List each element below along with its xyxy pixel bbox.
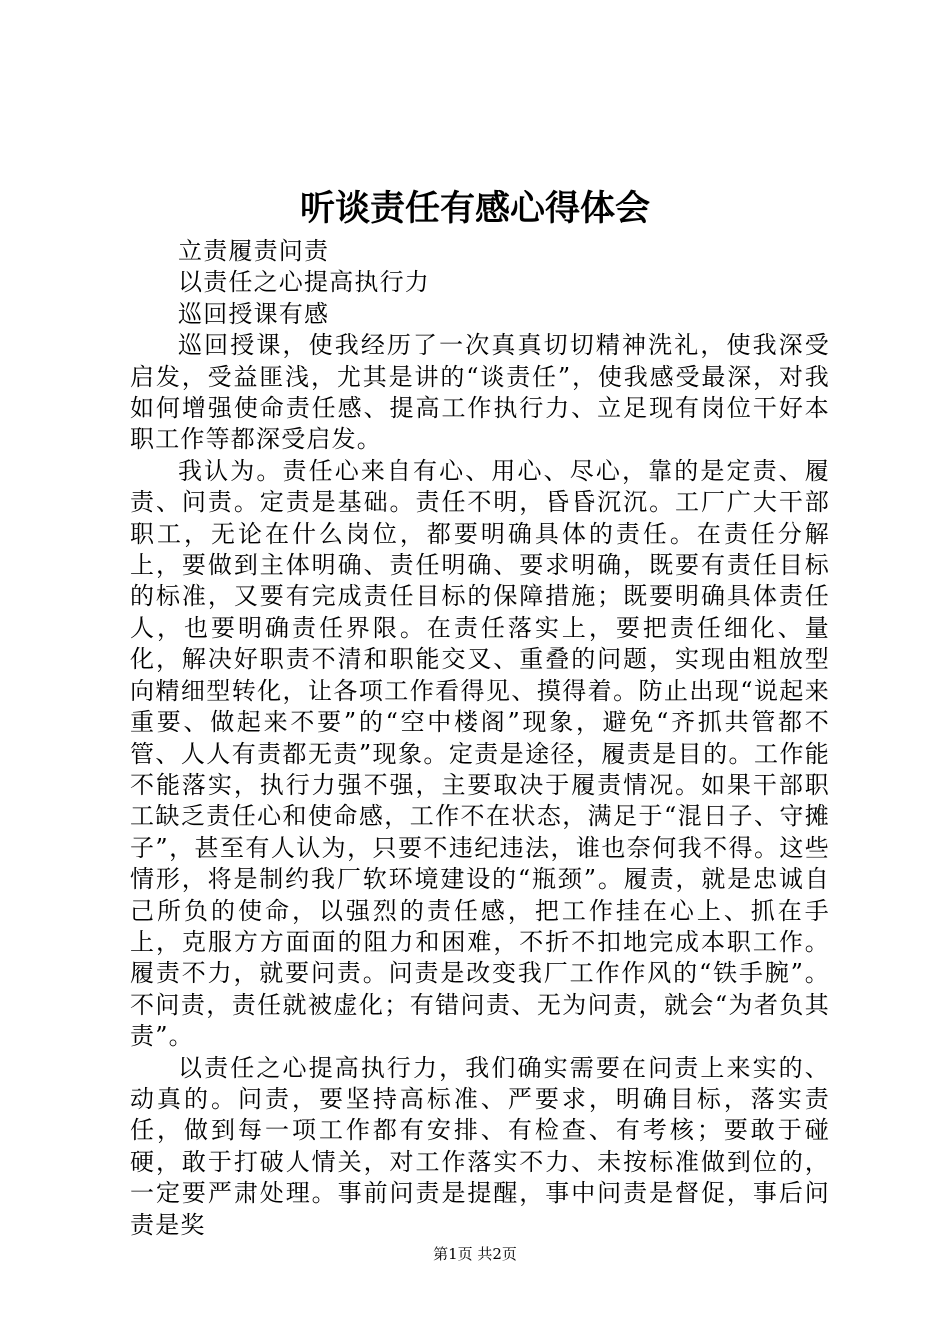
page-number-footer: 第1页 共2页 <box>433 1245 517 1263</box>
paragraph: 巡回授课，使我经历了一次真真切切精神洗礼，使我深受启发，受益匪浅，尤其是讲的“谈责任”，使我感受最深，对我如何增强使命责任感、提高工作执行力、立足现有岗位干好本职工作等都深受启发。 <box>130 331 830 454</box>
paragraph: 以责任之心提高执行力，我们确实需要在问责上来实的、动真的。问责，要坚持高标准、严要求，明确目标，落实责任，做到每一项工作都有安排、有检查、有考核；要敢于碰硬，敢于打破人情关，对工作落实不力、未按标准做到位的，一定要严肃处理。事前问责是提醒，事中问责是督促，事后问责是奖 <box>130 1053 830 1239</box>
document-title: 听谈责任有感心得体会 <box>299 188 650 229</box>
paragraph-subtitle-2: 以责任之心提高执行力 <box>178 268 430 297</box>
document-body <box>130 236 830 1241</box>
paragraph: 我认为。责任心来自有心、用心、尽心，靠的是定责、履责、问责。定责是基础。责任不明，昏昏沉沉。工厂广大干部职工，无论在什么岗位，都要明确具体的责任。在责任分解上，要做到主体明确、责任明确、要求明确，既要有责任目标的标准，又要有完成责任目标的保障措施；既要明确具体责任人，也要明确责任界限。在责任落实上，要把责任细化、量化，解决好职责不清和职能交叉、重叠的问题，实现由粗放型向精细型转化，让各项工作看得见、摸得着。防止出现“说起来重要、做起来不要”的“空中楼阁”现象，避免“齐抓共管都不管、人人有责都无责”现象。定责是途径，履责是目的。工作能不能落实，执行力强不强，主要取决于履责情况。如果干部职工缺乏责任心和使命感，工作不在状态，满足于“混日子、守摊子”，甚至有人认为，只要不违纪违法，谁也奈何我不得。这些情形，将是制约我厂软环境建设的“瓶颈”。履责，就是忠诚自己所负的使命，以强烈的责任感，把工作挂在心上、抓在手上，克服方方面面的阻力和困难，不折不扣地完成本职工作。履责不力，就要问责。问责是改变我厂工作作风的“铁手腕”。不问责，责任就被虚化；有错问责、无为问责，就会“为者负其责”。 <box>130 456 830 1051</box>
paragraph-subtitle-3: 巡回授课有感 <box>178 299 330 328</box>
paragraph-subtitle-1: 立责履责问责 <box>178 237 330 265</box>
